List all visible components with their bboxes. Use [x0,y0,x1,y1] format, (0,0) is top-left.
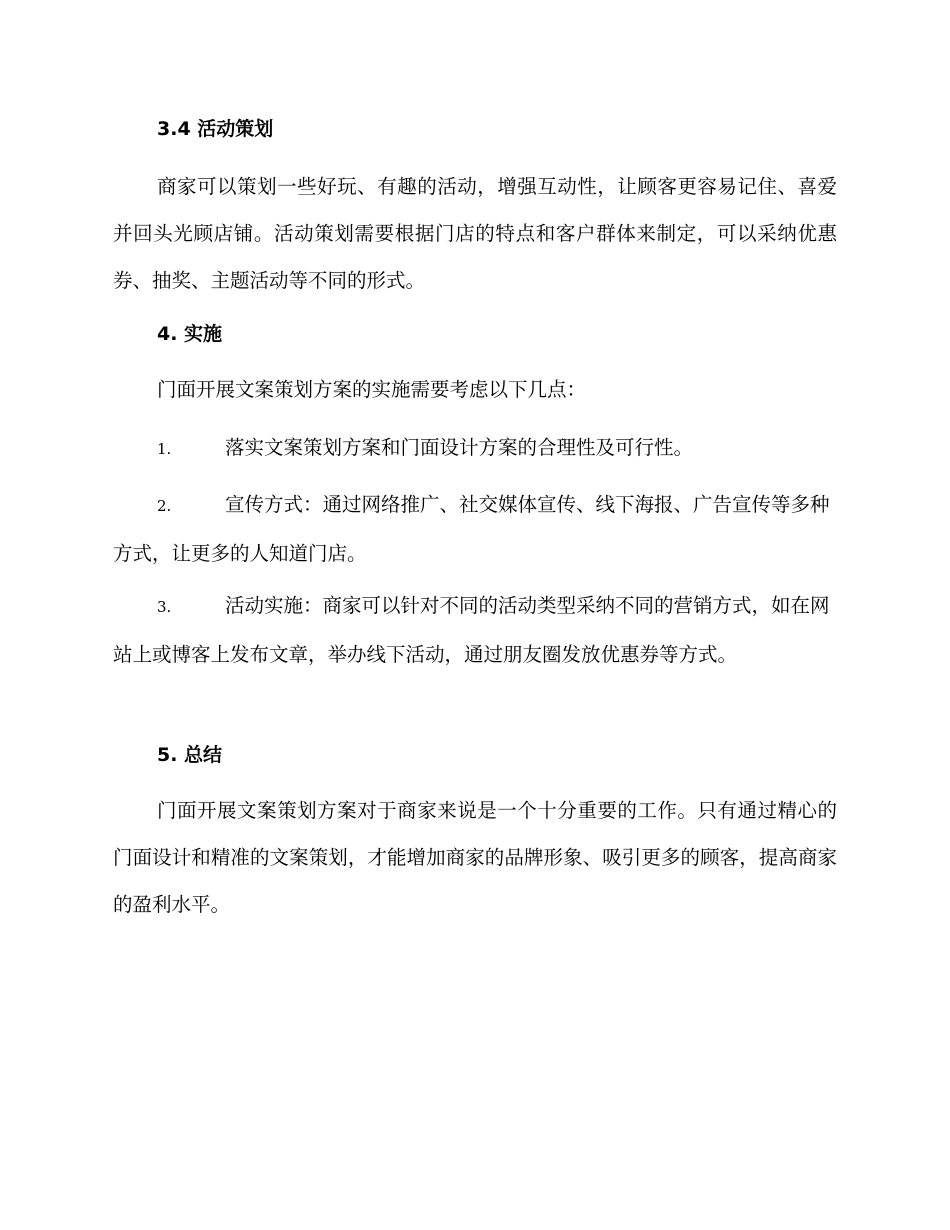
list-item-3 [113,582,837,678]
list-item-number: 3. [157,598,172,616]
section-5-body: 门面开展文案策划方案对于商家来说是一个十分重要的工作。只有通过精心的门面设计和精准的文案策划，才能增加商家的品牌形象、吸引更多的顾客，提高商家的盈利水平。 [113,799,837,916]
list-item-number: 2. [157,497,172,515]
list-item-text: 活动实施：商家可以针对不同的活动类型采纳不同的营销方式，如在网站上或博客上发布文章，举办线下活动，通过朋友圈发放优惠券等方式。 [113,594,830,666]
list-item-number: 1. [157,440,172,458]
list-item-text: 落实文案策划方案和门面设计方案的合理性及可行性。 [225,436,694,459]
section-heading-3-4: 3.4 活动策划 [157,118,274,140]
list-item-2 [113,481,837,577]
section-4-intro: 门面开展文案策划方案的实施需要考虑以下几点： [157,378,587,401]
section-heading-5: 5. 总结 [157,744,223,766]
section-heading-4: 4. 实施 [157,323,223,345]
list-item-text: 宣传方式：通过网络推广、社交媒体宣传、线下海报、广告宣传等多种方式，让更多的人知道门店。 [113,493,830,565]
section-3-4-body: 商家可以策划一些好玩、有趣的活动，增强互动性，让顾客更容易记住、喜爱并回头光顾店铺。活动策划需要根据门店的特点和客户群体来制定，可以采纳优惠券、抽奖、主题活动等不同的形式。 [113,175,837,292]
list-item-1 [113,424,837,473]
